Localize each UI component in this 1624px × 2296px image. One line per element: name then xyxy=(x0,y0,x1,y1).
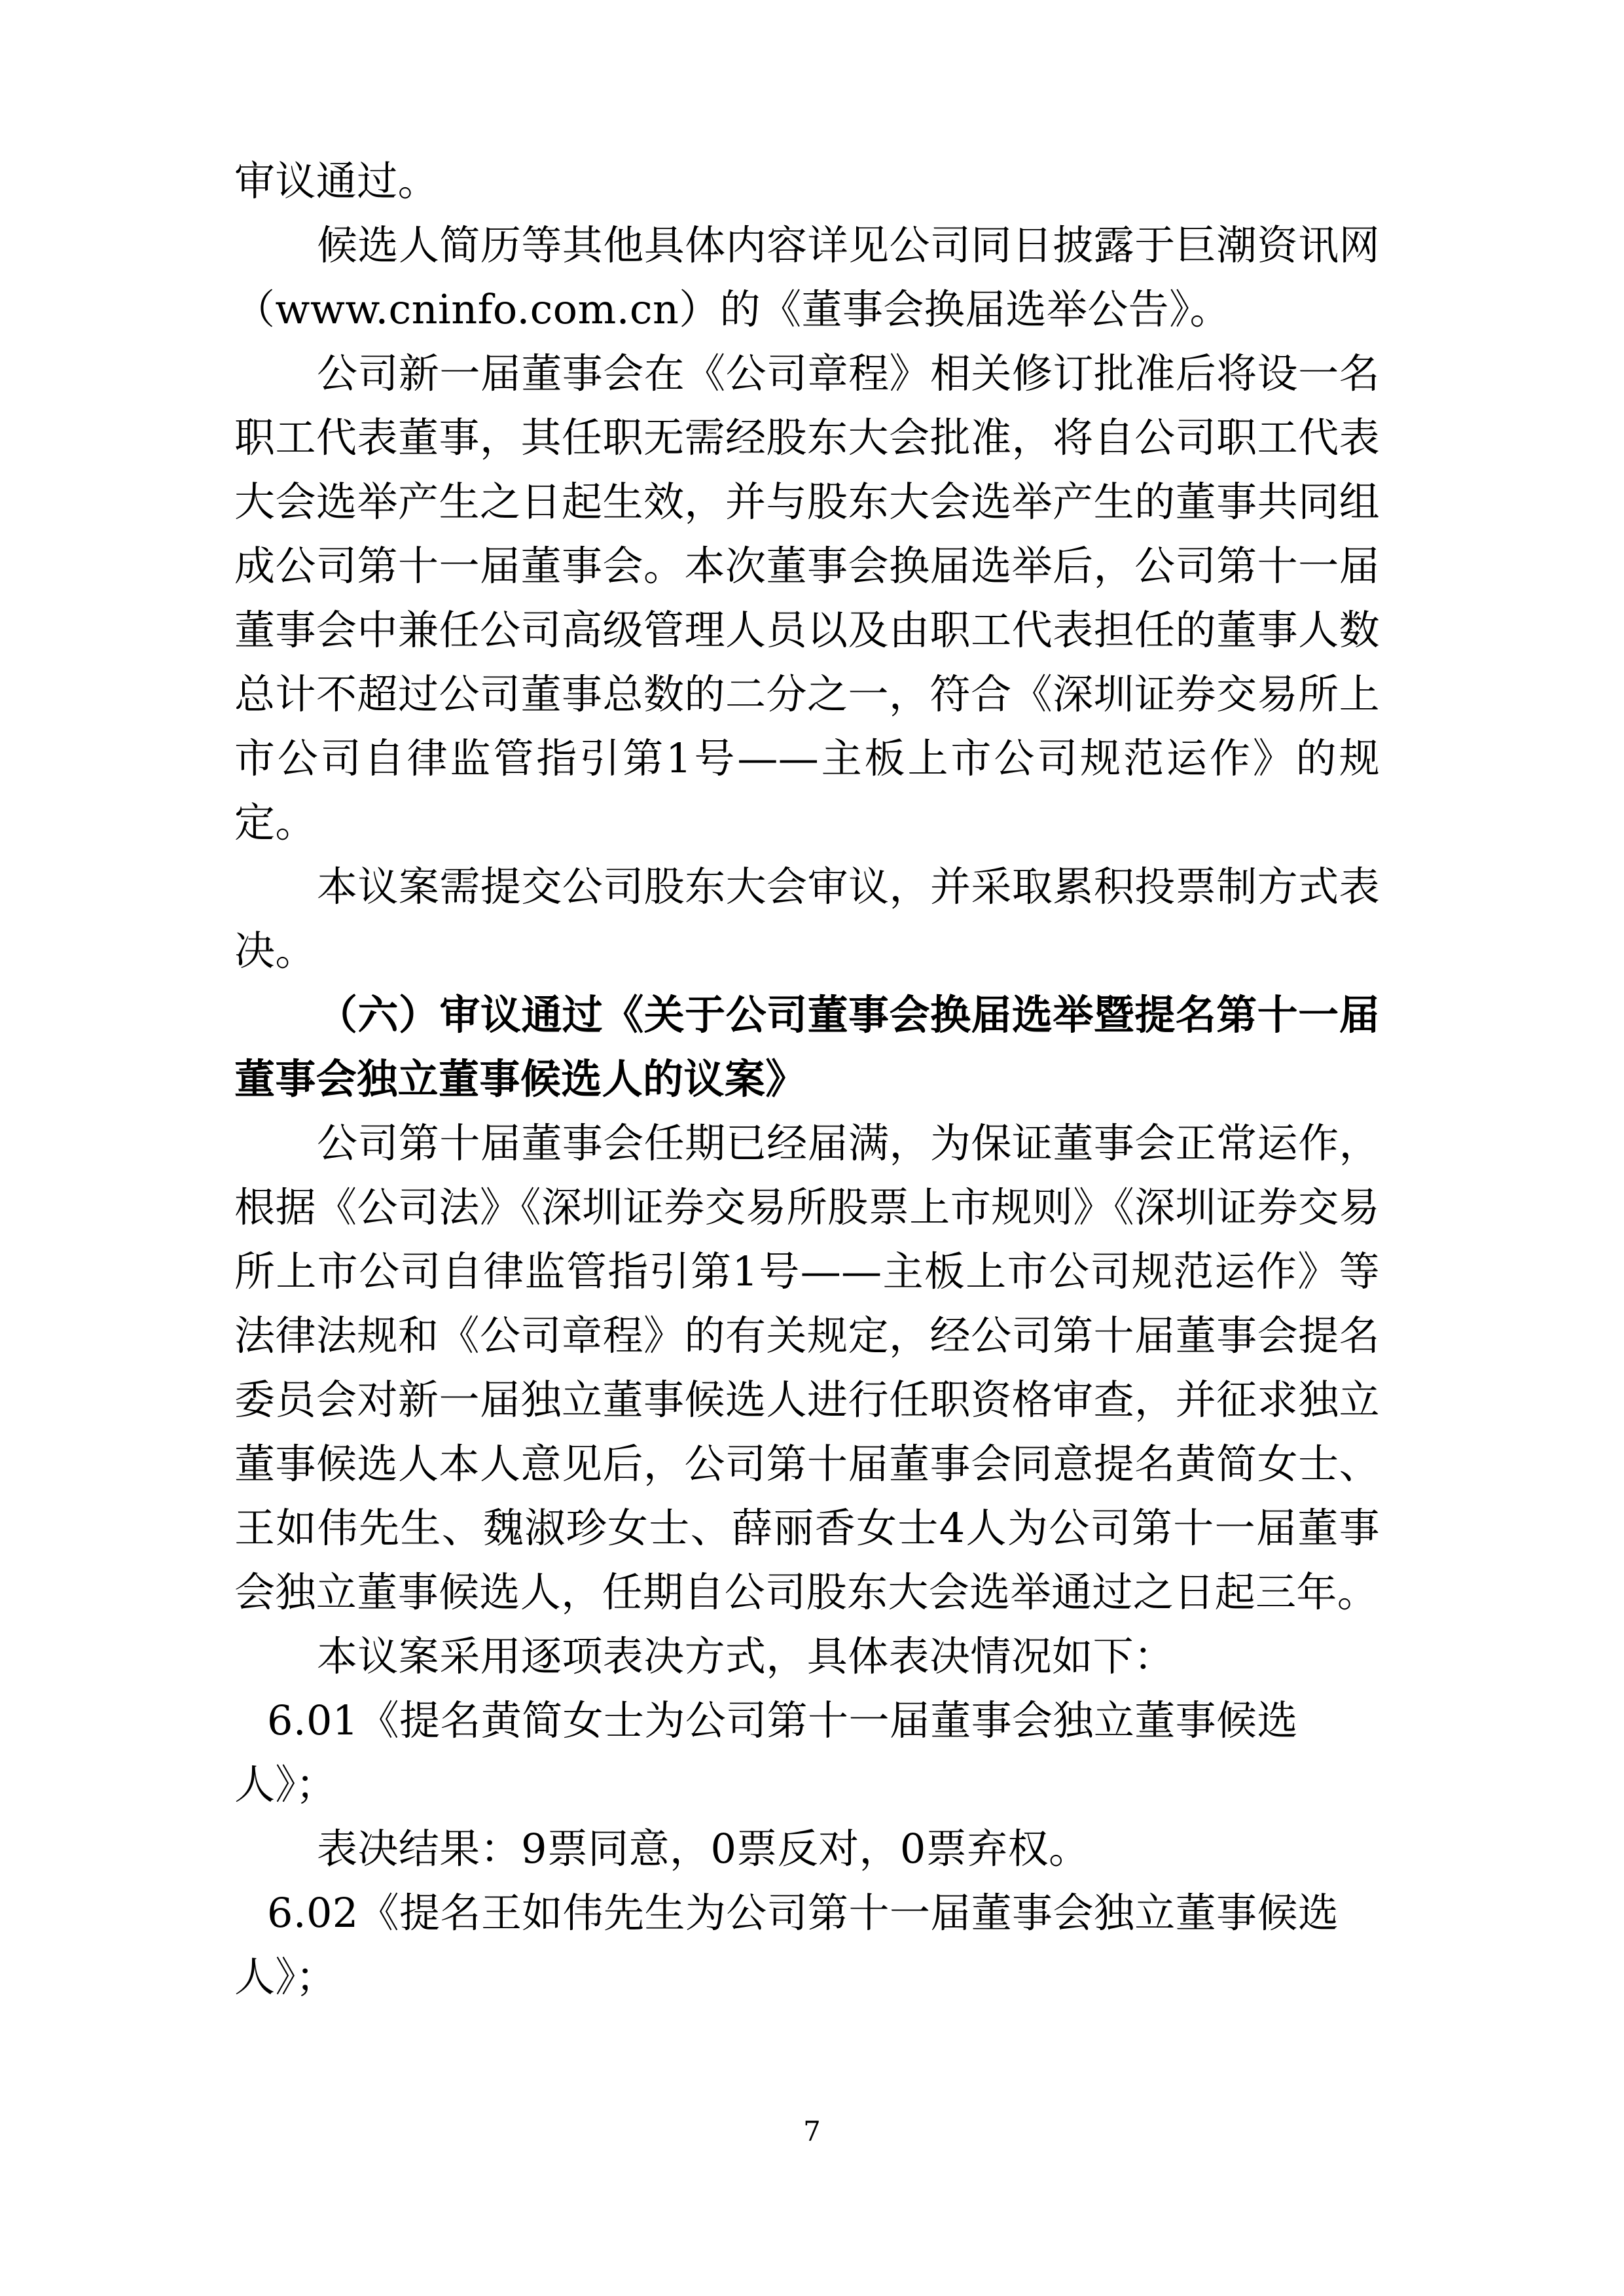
paragraph-submit-to-shareholders-meeting: 本议案需提交公司股东大会审议，并采取累积投票制方式表决。 xyxy=(234,863,1380,975)
page-number: 7 xyxy=(803,2115,821,2147)
voting-item-6-02: 6.02《提名王如伟先生为公司第十一届董事会独立董事候选人》； xyxy=(234,1889,1339,2001)
document-body xyxy=(234,149,1380,2009)
paragraph-continuation: 审议通过。 xyxy=(234,157,439,205)
paragraph-item-by-item-voting-intro: 本议案采用逐项表决方式，具体表决情况如下： xyxy=(317,1632,1175,1680)
paragraph-employee-director-arrangement: 公司新一届董事会在《公司章程》相关修订批准后将设一名职工代表董事，其任职无需经股东大会批准，将自公司职工代表大会选举产生之日起生效，并与股东大会选举产生的董事共同组成公司第十一届董事会。本次董事会换届选举后，公司第十一届董事会中兼任公司高级管理人员以及由职工代表担任的董事人数总计不超过公司董事总数的二分之一，符合《深圳证券交易所上市公司自律监管指引第1号——主板上市公司规范运作》的规定。 xyxy=(234,350,1380,846)
section-heading-six: （六）审议通过《关于公司董事会换届选举暨提名第十一届董事会独立董事候选人的议案》 xyxy=(234,991,1380,1103)
paragraph-independent-director-nomination: 公司第十届董事会任期已经届满，为保证董事会正常运作，根据《公司法》《深圳证券交易所股票上市规则》《深圳证券交易所上市公司自律监管指引第1号——主板上市公司规范运作》等法律法规和《公司章程》的有关规定，经公司第十届董事会提名委员会对新一届独立董事候选人进行任职资格审查，并征求独立董事候选人本人意见后，公司第十届董事会同意提名黄简女士、王如伟先生、魏淑珍女士、薛丽香女士4人为公司第十一届董事会独立董事候选人，任期自公司股东大会选举通过之日起三年。 xyxy=(234,1119,1380,1616)
paragraph-candidate-resume-disclosure: 候选人简历等其他具体内容详见公司同日披露于巨潮资讯网（www.cninfo.com.cn）的《董事会换届选举公告》。 xyxy=(234,221,1380,333)
voting-result-6-01: 表决结果：9票同意，0票反对，0票弃权。 xyxy=(317,1825,1090,1873)
voting-item-6-01: 6.01《提名黄简女士为公司第十一届董事会独立董事候选人》； xyxy=(234,1696,1298,1808)
